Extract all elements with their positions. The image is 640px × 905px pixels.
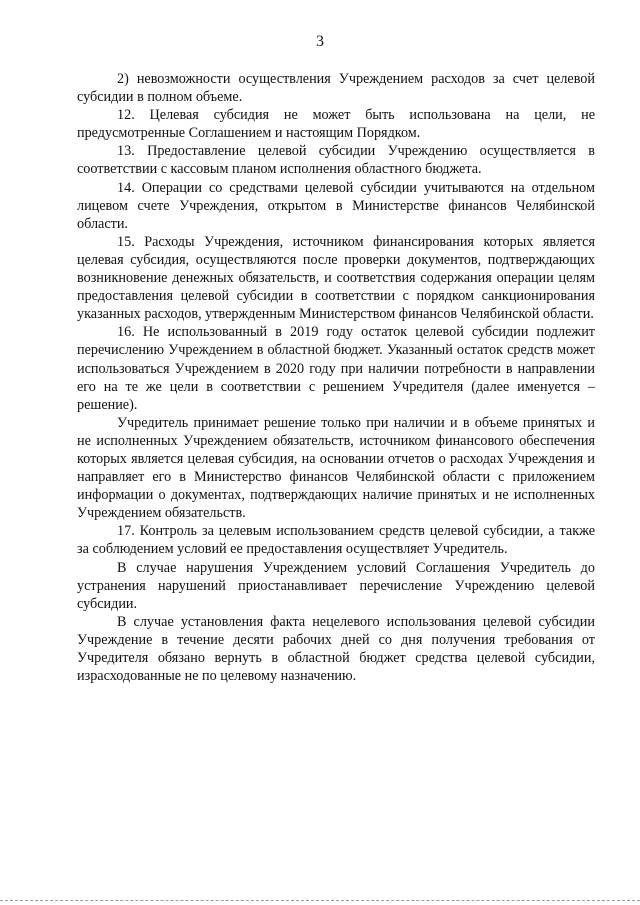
paragraph-13: 13. Предоставление целевой субсидии Учреждению осуществляется в соответствии с кассовым планом исполнения областного бюджета. [77, 143, 595, 178]
page-number: 3 [316, 33, 324, 50]
paragraph-14: 14. Операции со средствами целевой субсидии учитываются на отдельном лицевом счете Учреждения, открытом в Министерстве финансов Челябинской области. [77, 179, 595, 232]
paragraph-item-2-clause: 2) невозможности осуществления Учреждением расходов за счет целевой субсидии в полном объеме. [77, 71, 595, 106]
paragraph-15: 15. Расходы Учреждения, источником финансирования которых является целевая субсидия, осуществляются после проверки документов, подтверждающих возникновение денежных обязательств, и соответствия содержания операции целям предоставления целевой субсидии в соответствии с порядком санкционирования указанных расходов, утвержденным Министерством финансов Челябинской области. [77, 233, 595, 323]
paragraph-17: 17. Контроль за целевым использованием средств целевой субсидии, а также за соблюдением условий ее предоставления осуществляет Учредитель. [77, 523, 595, 558]
paragraph-12: 12. Целевая субсидия не может быть использована на цели, не предусмотренные Соглашением и настоящим Порядком. [77, 107, 595, 142]
paragraph-16: 16. Не использованный в 2019 году остаток целевой субсидии подлежит перечислению Учреждением в областной бюджет. Указанный остаток средств может использоваться Учреждением в 2020 году при наличии потребности в направлении его на те же цели в соответствии с решением Учредителя (далее именуется – решение). [77, 324, 595, 413]
bottom-scan-edge [0, 900, 640, 901]
paragraph-17-violation: В случае нарушения Учреждением условий Соглашения Учредитель до устранения нарушений приостанавливает перечисление Учреждению целевой субсидии. [77, 559, 595, 612]
paragraph-16-decision: Учредитель принимает решение только при наличии и в объеме принятых и не исполненных Учреждением обязательств, источником финансового обеспечения которых является целевая субсидия, на основании отчетов о расходах Учреждения и направляет его в Министерство финансов Челябинской области с приложением информации о документах, подтверждающих наличие принятых и не исполненных Учреждением обязательств. [77, 414, 595, 522]
document-body [77, 70, 595, 685]
paragraph-17-refund: В случае установления факта нецелевого использования целевой субсидии Учреждение в течение десяти рабочих дней со дня получения требования от Учредителя обязано вернуть в областной бюджет средства целевой субсидии, израсходованные не по целевому назначению. [77, 613, 595, 685]
